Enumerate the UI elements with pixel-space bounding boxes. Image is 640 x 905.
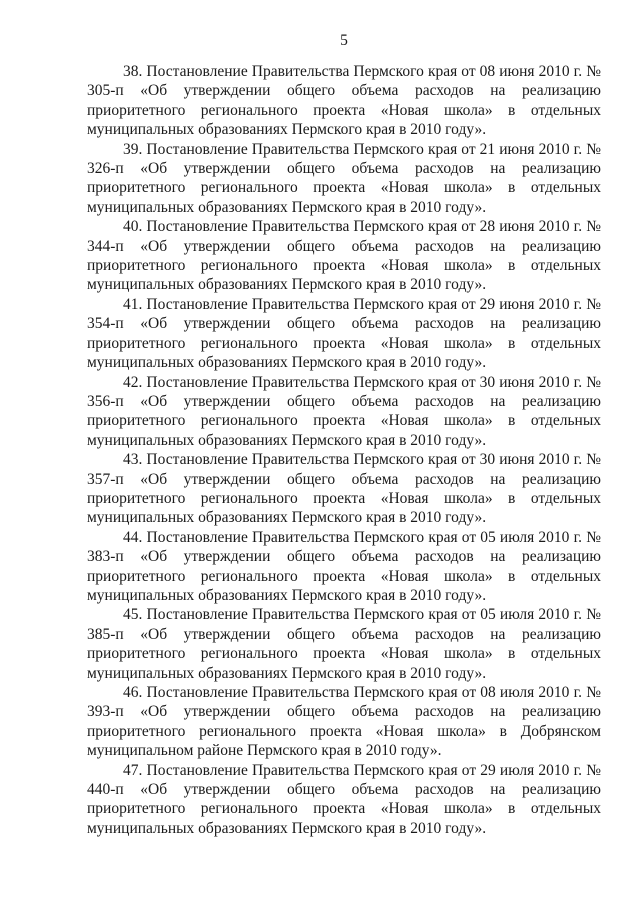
list-item: 42. Постановление Правительства Пермского края от 30 июня 2010 г. № 356-п «Об утверждении общего объема расходов на реализацию приоритетного регионального проекта «Новая школа» в отдельных муниципальных образованиях Пермского края в 2010 году».	[87, 373, 601, 449]
page-number: 5	[340, 32, 348, 49]
list-item: 43. Постановление Правительства Пермского края от 30 июня 2010 г. № 357-п «Об утверждении общего объема расходов на реализацию приоритетного регионального проекта «Новая школа» в отдельных муниципальных образованиях Пермского края в 2010 году».	[87, 451, 601, 527]
list-item: 46. Постановление Правительства Пермского края от 08 июля 2010 г. № 393-п «Об утверждении общего объема расходов на реализацию приоритетного регионального проекта «Новая школа» в Добрянском муниципальном районе Пермского края в 2010 году».	[87, 684, 601, 760]
list-item: 40. Постановление Правительства Пермского края от 28 июня 2010 г. № 344-п «Об утверждении общего объема расходов на реализацию приоритетного регионального проекта «Новая школа» в отдельных муниципальных образованиях Пермского края в 2010 году».	[87, 218, 601, 294]
list-item: 39. Постановление Правительства Пермского края от 21 июня 2010 г. № 326-п «Об утверждении общего объема расходов на реализацию приоритетного регионального проекта «Новая школа» в отдельных муниципальных образованиях Пермского края в 2010 году».	[87, 140, 601, 216]
list-item: 45. Постановление Правительства Пермского края от 05 июля 2010 г. № 385-п «Об утверждении общего объема расходов на реализацию приоритетного регионального проекта «Новая школа» в отдельных муниципальных образованиях Пермского края в 2010 году».	[87, 606, 601, 682]
list-item: 47. Постановление Правительства Пермского края от 29 июля 2010 г. № 440-п «Об утверждении общего объема расходов на реализацию приоритетного регионального проекта «Новая школа» в отдельных муниципальных образованиях Пермского края в 2010 году».	[87, 761, 601, 837]
list-item: 38. Постановление Правительства Пермского края от 08 июня 2010 г. № 305-п «Об утверждении общего объема расходов на реализацию приоритетного регионального проекта «Новая школа» в отдельных муниципальных образованиях Пермского края в 2010 году».	[87, 63, 601, 139]
resolution-list	[87, 62, 601, 838]
list-item: 44. Постановление Правительства Пермского края от 05 июля 2010 г. № 383-п «Об утверждении общего объема расходов на реализацию приоритетного регионального проекта «Новая школа» в отдельных муниципальных образованиях Пермского края в 2010 году».	[87, 528, 601, 604]
list-item: 41. Постановление Правительства Пермского края от 29 июня 2010 г. № 354-п «Об утверждении общего объема расходов на реализацию приоритетного регионального проекта «Новая школа» в отдельных муниципальных образованиях Пермского края в 2010 году».	[87, 295, 601, 372]
